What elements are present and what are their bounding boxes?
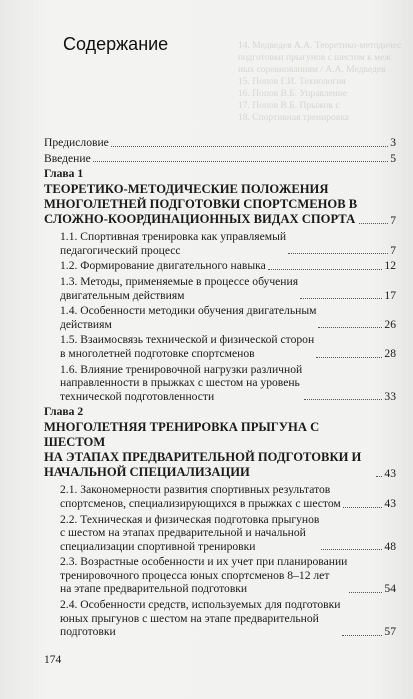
toc-entry-title: 1.4. Особенности методики обучения двигательным действиям	[60, 304, 317, 331]
toc-entry	[44, 483, 396, 510]
toc-entry	[44, 259, 396, 273]
toc-entry-title: МНОГОЛЕТНЯЯ ТРЕНИРОВКА ПРЫГУНА С ШЕСТОМ НА ЭТАПАХ ПРЕДВАРИТЕЛЬНОЙ ПОДГОТОВКИ И НАЧАЛЬНОЙ СПЕЦИАЛИЗАЦИИ	[44, 420, 362, 480]
toc-entry-title: Предисловие	[44, 136, 109, 149]
bleed-through-line: 14. Медведев А.А. Теоретико-методичес	[238, 41, 402, 51]
toc-page-number: 17	[384, 288, 396, 302]
dot-leader	[318, 326, 382, 328]
toc-entry	[44, 136, 396, 150]
toc-entry-title: 1.2. Формирование двигательного навыка	[60, 259, 266, 273]
toc-page-number: 57	[384, 625, 396, 639]
toc-entry-title: 2.2. Техническая и физическая подготовка прыгунов с шестом на этапах предварительной и начальной специализации спортивной тренировки	[60, 512, 320, 553]
toc-entry	[44, 513, 396, 554]
bleed-through-line: 18. Спортивная тренировка	[238, 113, 349, 123]
toc-page-number: 43	[384, 466, 396, 480]
toc-entry	[44, 304, 396, 331]
toc-entry-title: ТЕОРЕТИКО-МЕТОДИЧЕСКИЕ ПОЛОЖЕНИЯ МНОГОЛЕТНЕЙ ПОДГОТОВКИ СПОРТСМЕНОВ В СЛОЖНО-КООРДИНАЦИОННЫХ ВИДАХ СПОРТА	[44, 182, 358, 227]
toc-entry	[44, 230, 396, 257]
toc-page-number: 33	[384, 389, 396, 403]
toc-entry	[44, 152, 396, 166]
dot-leader	[93, 160, 388, 162]
toc-entry-title: 2.3. Возрастные особенности и их учет при планировании тренировочного процесса юных спортсменов 8–12 лет на этапе предварительной подготовки	[60, 555, 348, 596]
dot-leader	[359, 222, 388, 224]
toc-entry	[44, 363, 396, 404]
toc-entry-title: 1.5. Взаимосвязь технической и физической сторон в многолетней подготовке спортсменов	[60, 333, 315, 360]
toc-entry	[44, 598, 396, 639]
table-of-contents	[44, 130, 396, 641]
bleed-through-line: ных соревнованиям / А.А. Медведев	[238, 65, 386, 75]
toc-page-number: 48	[384, 539, 396, 553]
toc-entry	[44, 555, 396, 596]
page-number: 174	[44, 654, 62, 666]
toc-page-number: 43	[384, 496, 396, 510]
bleed-through-line: 15. Попов Г.И. Технология	[238, 77, 346, 87]
dot-leader	[343, 506, 383, 508]
dot-leader	[321, 548, 382, 550]
bleed-through-line: 17. Попов В.Б. Прыжок с	[238, 101, 340, 111]
page-title: Содержание	[63, 34, 169, 54]
dot-leader	[111, 145, 388, 147]
dot-leader	[304, 398, 382, 400]
toc-page-number: 7	[390, 243, 396, 257]
dot-leader	[288, 252, 388, 254]
toc-entry	[44, 275, 396, 302]
bleed-through-line: 16. Попов В.Б. Управление	[238, 89, 348, 99]
bleed-through-text	[238, 40, 403, 124]
chapter-heading: Глава 1	[44, 167, 84, 181]
chapter-heading: Глава 2	[44, 405, 84, 419]
toc-part-entry	[44, 182, 396, 227]
toc-page-number: 26	[384, 317, 396, 331]
toc-entry-title: 1.3. Методы, применяемые в процессе обучения двигательным действиям	[60, 274, 299, 302]
dot-leader	[300, 297, 382, 299]
toc-page-number: 28	[384, 346, 396, 360]
dot-leader	[349, 591, 382, 593]
bleed-through-line: подготовки прыгунов с шестом к меж	[238, 53, 391, 63]
toc-entry-title: 2.1. Закономерности развития спортивных результатов спортсменов, специализирующихся в прыжках с шестом	[60, 483, 341, 510]
toc-page-number: 12	[384, 259, 396, 273]
toc-page-number: 54	[384, 582, 396, 596]
toc-page-number: 5	[390, 151, 396, 165]
dot-leader	[376, 475, 382, 477]
dot-leader	[268, 268, 383, 270]
dot-leader	[342, 634, 382, 636]
toc-entry-title: Введение	[44, 151, 91, 165]
toc-page-number: 3	[390, 136, 396, 149]
dot-leader	[316, 356, 382, 358]
toc-part-entry	[44, 420, 396, 480]
toc-page-number: 7	[390, 213, 396, 227]
toc-entry	[44, 333, 396, 360]
toc-entry-title: 1.1. Спортивная тренировка как управляемый педагогический процесс	[60, 230, 287, 257]
toc-entry-title: 1.6. Влияние тренировочной нагрузки различной направленности в прыжках с шестом на уровень технической подготовленности	[60, 362, 303, 403]
toc-entry-title: 2.4. Особенности средств, используемых для подготовки юных прыгунов с шестом на этапе предварительной подготовки	[60, 598, 341, 639]
